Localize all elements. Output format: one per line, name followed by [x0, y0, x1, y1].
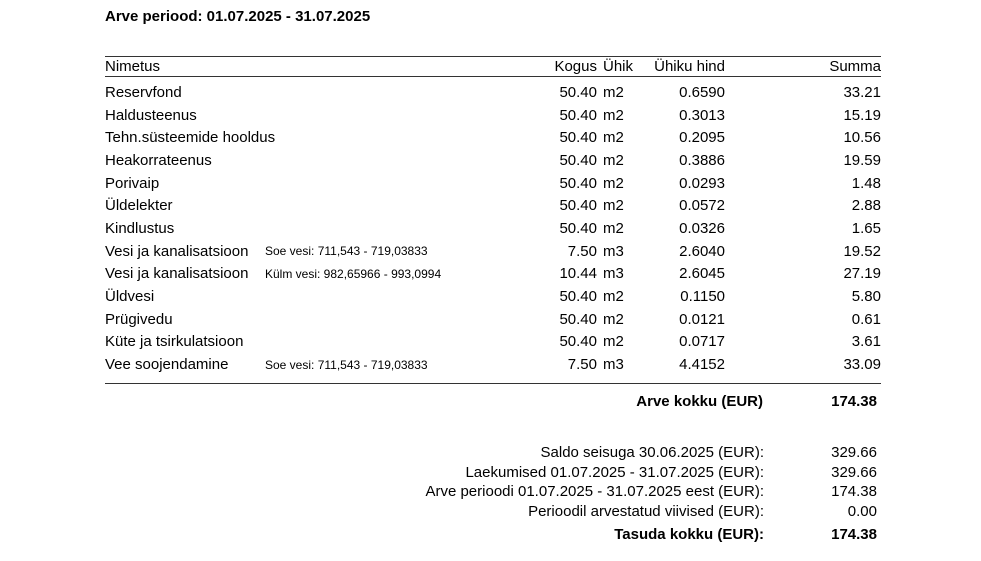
summary-row-label: Laekumised 01.07.2025 - 31.07.2025 (EUR): — [465, 463, 764, 481]
row-unit-price: 0.0121 — [679, 310, 725, 328]
row-service-name: Haldusteenus — [105, 106, 197, 124]
row-unit-price: 0.6590 — [679, 83, 725, 101]
row-total: 19.59 — [843, 151, 881, 169]
row-quantity: 50.40 — [559, 219, 597, 237]
summary-lines — [105, 443, 881, 521]
row-unit-price: 2.6040 — [679, 242, 725, 260]
row-service-name: Kindlustus — [105, 219, 175, 237]
row-service-name: Tehn.süsteemide hooldus — [105, 129, 276, 147]
row-unit: m2 — [603, 219, 624, 237]
row-quantity: 7.50 — [567, 356, 597, 374]
row-total: 2.88 — [851, 197, 881, 215]
summary-row — [105, 482, 881, 502]
table-row — [105, 217, 881, 240]
row-unit-price: 0.0717 — [679, 333, 725, 351]
table-row — [105, 331, 881, 354]
summary-total-value: 174.38 — [831, 526, 877, 544]
invoice-total-label: Arve kokku (EUR) — [636, 392, 763, 410]
table-row — [105, 285, 881, 308]
row-unit-price: 4.4152 — [679, 356, 725, 374]
account-summary — [105, 443, 881, 545]
row-service-name: Heakorrateenus — [105, 151, 212, 169]
summary-row — [105, 443, 881, 463]
summary-row-value: 329.66 — [831, 444, 877, 462]
table-row — [105, 81, 881, 104]
row-meter-detail: Külm vesi: 982,65966 - 993,0994 — [265, 266, 442, 281]
row-unit-price: 0.3886 — [679, 151, 725, 169]
row-service-name: Üldvesi — [105, 288, 155, 306]
row-meter-detail: Soe vesi: 711,543 - 719,03833 — [265, 357, 428, 372]
row-total: 1.65 — [851, 219, 881, 237]
row-quantity: 50.40 — [559, 129, 597, 147]
row-total: 33.09 — [843, 356, 881, 374]
row-service-name: Prügivedu — [105, 310, 173, 328]
column-header-summa: Summa — [829, 58, 881, 75]
row-unit-price: 0.0293 — [679, 174, 725, 192]
row-quantity: 50.40 — [559, 83, 597, 101]
table-row — [105, 149, 881, 172]
row-service-name: Üldelekter — [105, 197, 173, 215]
row-quantity: 7.50 — [567, 242, 597, 260]
row-quantity: 50.40 — [559, 310, 597, 328]
row-unit: m2 — [603, 129, 624, 147]
row-unit: m2 — [603, 333, 624, 351]
row-total: 5.80 — [851, 288, 881, 306]
row-unit: m3 — [603, 265, 624, 283]
table-row — [105, 172, 881, 195]
summary-row-value: 329.66 — [831, 463, 877, 481]
summary-row — [105, 502, 881, 522]
column-header-kogus: Kogus — [554, 58, 597, 75]
table-row — [105, 240, 881, 263]
row-meter-detail: Soe vesi: 711,543 - 719,03833 — [265, 244, 428, 259]
summary-row-value: 0.00 — [847, 503, 877, 521]
row-quantity: 10.44 — [559, 265, 597, 283]
table-row — [105, 126, 881, 149]
row-service-name: Vee soojendamine — [105, 356, 229, 374]
invoice-period-title: Arve periood: 01.07.2025 - 31.07.2025 — [105, 8, 371, 25]
table-body — [105, 77, 881, 376]
row-total: 33.21 — [843, 83, 881, 101]
row-total: 19.52 — [843, 242, 881, 260]
column-header-nimetus: Nimetus — [105, 58, 161, 75]
row-unit: m2 — [603, 151, 624, 169]
summary-total-label: Tasuda kokku (EUR): — [614, 526, 764, 544]
row-total: 3.61 — [851, 333, 881, 351]
column-header-uhiku-hind: Ühiku hind — [654, 58, 725, 75]
row-total: 10.56 — [843, 129, 881, 147]
table-row — [105, 263, 881, 286]
summary-row — [105, 463, 881, 483]
summary-total-row — [105, 524, 881, 545]
row-unit: m2 — [603, 197, 624, 215]
row-unit-price: 0.3013 — [679, 106, 725, 124]
row-unit: m2 — [603, 310, 624, 328]
row-total: 15.19 — [843, 106, 881, 124]
row-service-name: Vesi ja kanalisatsioon — [105, 265, 249, 283]
summary-row-label: Arve perioodi 01.07.2025 - 31.07.2025 eest (EUR): — [425, 483, 764, 501]
table-header-row — [105, 56, 881, 77]
row-service-name: Küte ja tsirkulatsioon — [105, 333, 244, 351]
row-unit-price: 0.1150 — [680, 288, 725, 306]
summary-row-label: Perioodil arvestatud viivised (EUR): — [528, 503, 764, 521]
table-row — [105, 353, 881, 376]
invoice-total-row — [105, 383, 881, 410]
row-service-name: Vesi ja kanalisatsioon — [105, 242, 249, 260]
row-quantity: 50.40 — [559, 106, 597, 124]
row-service-name: Porivaip — [105, 174, 160, 192]
row-unit: m3 — [603, 242, 624, 260]
row-total: 27.19 — [843, 265, 881, 283]
row-quantity: 50.40 — [559, 288, 597, 306]
row-quantity: 50.40 — [559, 333, 597, 351]
invoice-total-value: 174.38 — [831, 392, 877, 410]
row-unit: m2 — [603, 106, 624, 124]
row-unit-price: 2.6045 — [679, 265, 725, 283]
column-header-uhik: Ühik — [603, 58, 634, 75]
row-unit-price: 0.0572 — [679, 197, 725, 215]
row-unit-price: 0.0326 — [679, 219, 725, 237]
row-unit: m3 — [603, 356, 624, 374]
summary-row-label: Saldo seisuga 30.06.2025 (EUR): — [540, 444, 764, 462]
row-unit: m2 — [603, 174, 624, 192]
invoice-table — [105, 56, 881, 410]
row-total: 1.48 — [851, 174, 881, 192]
table-row — [105, 194, 881, 217]
row-total: 0.61 — [851, 310, 881, 328]
row-service-name: Reservfond — [105, 83, 182, 101]
row-quantity: 50.40 — [559, 197, 597, 215]
row-quantity: 50.40 — [559, 151, 597, 169]
summary-row-value: 174.38 — [831, 483, 877, 501]
row-quantity: 50.40 — [559, 174, 597, 192]
table-row — [105, 308, 881, 331]
row-unit-price: 0.2095 — [679, 129, 725, 147]
row-unit: m2 — [603, 288, 624, 306]
row-unit: m2 — [603, 83, 624, 101]
table-row — [105, 104, 881, 127]
